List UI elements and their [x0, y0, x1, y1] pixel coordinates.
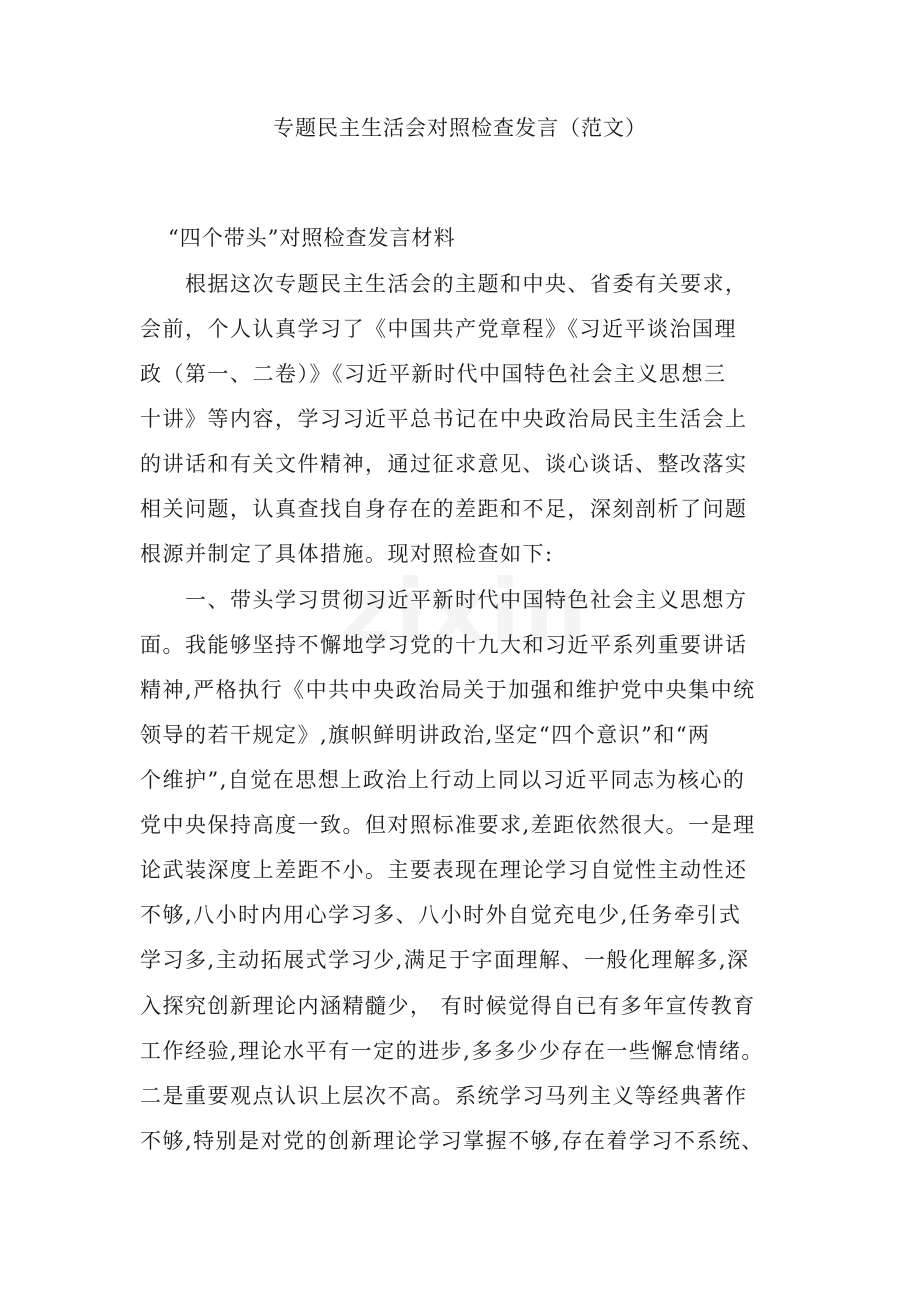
body-line: 工作经验,理论水平有一定的进步,多多少少存在一些懈怠情绪。 — [140, 1039, 764, 1063]
body-line: 学习多,主动拓展式学习少,满足于字面理解、一般化理解多,深 — [140, 948, 750, 972]
body-line: 十讲》等内容，学习习近平总书记在中央政治局民主生活会上 — [140, 407, 748, 431]
body-line: 二是重要观点认识上层次不高。系统学习马列主义等经典著作 — [140, 1084, 748, 1108]
body-line: 论武装深度上差距不小。主要表现在理论学习自觉性主动性还 — [140, 858, 748, 882]
body-line: 面。我能够坚持不懈地学习党的十九大和习近平系列重要讲话 — [140, 633, 748, 657]
body-line: 党中央保持高度一致。但对照标准要求,差距依然很大。一是理 — [140, 813, 756, 837]
body-line: 不够,八小时内用心学习多、八小时外自觉充电少,任务牵引式 — [140, 903, 742, 927]
body-line: 个维护”,自觉在思想上政治上行动上同以习近平同志为核心的 — [140, 768, 746, 792]
body-line: 入探究创新理论内涵精髓少， 有时候觉得自已有多年宣传教育 — [140, 994, 756, 1018]
body-line: 根据这次专题民主生活会的主题和中央、省委有关要求， — [140, 272, 748, 296]
body-line: 的讲话和有关文件精神，通过征求意见、谈心谈话、整改落实 — [140, 452, 748, 476]
document-title: 专题民主生活会对照检查发言（范文） — [273, 116, 647, 140]
body-line: 政（第一、二卷）》《习近平新时代中国特色社会主义思想三 — [140, 362, 727, 386]
body-line: 不够,特别是对党的创新理论学习掌握不够,存在着学习不系统、 — [140, 1129, 764, 1153]
body-line: 一、带头学习贯彻习近平新时代中国特色社会主义思想方 — [140, 588, 748, 612]
body-line: 领导的若干规定》,旗帜鲜明讲政治,坚定“四个意识”和“两 — [140, 723, 711, 747]
body-line: 相关问题，认真查找自身存在的差距和不足，深刻剖析了问题 — [140, 497, 748, 521]
body-line: 根源并制定了具体措施。现对照检查如下: — [140, 542, 554, 566]
document-subtitle: “四个带头”对照检查发言材料 — [168, 226, 456, 250]
body-line: 会前，个人认真学习了《中国共产党章程》《习近平谈治国理 — [140, 317, 737, 341]
body-line: 精神,严格执行《中共中央政治局关于加强和维护党中央集中统 — [140, 678, 756, 702]
